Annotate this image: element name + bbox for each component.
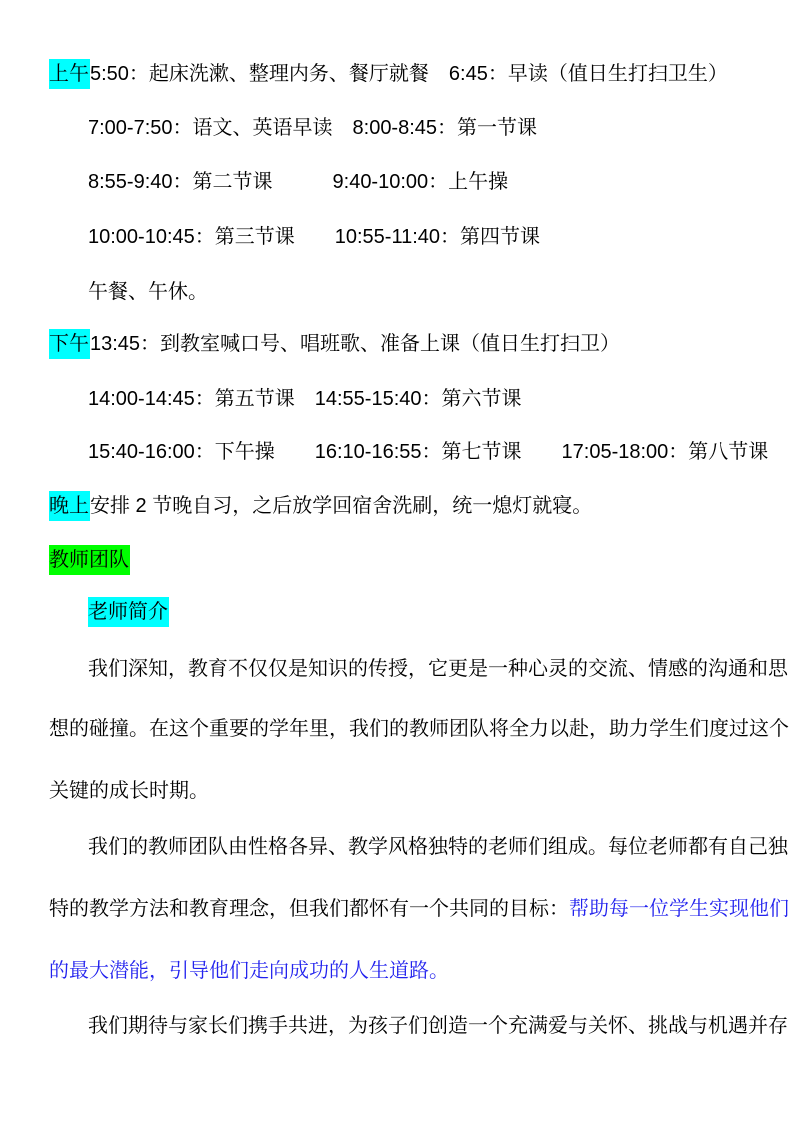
teacher-para1-line1: 我们深知，教育不仅仅是知识的传授，它更是一种心灵的交流、情感的沟通和思	[88, 658, 788, 680]
para2-line2-emphasis-text: 帮助每一位学生实现他们	[569, 898, 789, 920]
schedule-morning-line4: 10:00-10:45：第三节课 10:55-11:40：第四节课	[88, 226, 541, 248]
schedule-afternoon-header-line	[49, 330, 620, 358]
schedule-noon-line: 午餐、午休。	[88, 281, 208, 303]
teacher-para2-line1: 我们的教师团队由性格各异、教学风格独特的老师们组成。每位老师都有自己独	[88, 836, 788, 858]
teacher-section-heading-line	[49, 546, 130, 574]
afternoon-line1-text: 13:45：到教室喊口号、唱班歌、准备上课（值日生打扫卫）	[90, 333, 621, 355]
teacher-subheading-highlight: 老师简介	[88, 597, 169, 627]
evening-line-text: 安排 2 节晚自习，之后放学回宿舍洗刷，统一熄灯就寝。	[90, 495, 593, 517]
teacher-para1-line3: 关键的成长时期。	[49, 780, 209, 802]
morning-line1-text: 5:50：起床洗漱、整理内务、餐厅就餐 6:45：早读（值日生打扫卫生）	[90, 63, 728, 85]
schedule-morning-line3: 8:55-9:40：第二节课 9:40-10:00：上午操	[88, 171, 509, 193]
schedule-evening-line	[49, 492, 592, 520]
schedule-morning-header-line	[49, 60, 728, 88]
teacher-para2-line2	[49, 895, 789, 923]
schedule-afternoon-line3: 15:40-16:00：下午操 16:10-16:55：第七节课 17:05-18:00：第八节课	[88, 441, 769, 463]
teacher-para3-line1: 我们期待与家长们携手共进，为孩子们创造一个充满爱与关怀、挑战与机遇并存	[88, 1015, 788, 1037]
teacher-para1-line2: 想的碰撞。在这个重要的学年里，我们的教师团队将全力以赴，助力学生们度过这个	[49, 718, 789, 740]
para2-line2-plain-text: 特的教学方法和教育理念，但我们都怀有一个共同的目标：	[49, 898, 569, 920]
schedule-morning-line2: 7:00-7:50：语文、英语早读 8:00-8:45：第一节课	[88, 117, 538, 139]
evening-label-highlight: 晚上	[49, 491, 90, 521]
morning-label-highlight: 上午	[49, 59, 90, 89]
teacher-para2-line3: 的最大潜能，引导他们走向成功的人生道路。	[49, 960, 449, 982]
afternoon-label-highlight: 下午	[49, 329, 90, 359]
schedule-afternoon-line2: 14:00-14:45：第五节课 14:55-15:40：第六节课	[88, 388, 522, 410]
teacher-heading-highlight: 教师团队	[49, 545, 130, 575]
teacher-subheading-line	[88, 598, 169, 626]
